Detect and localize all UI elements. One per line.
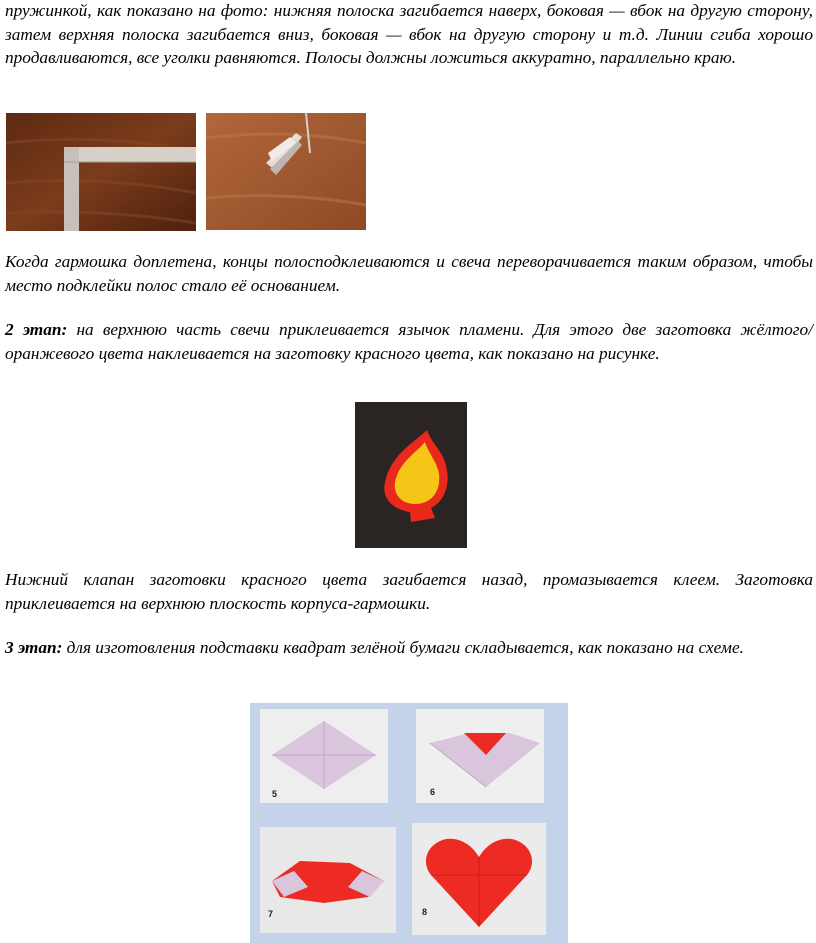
stage-2-label: 2 этап: — [5, 320, 68, 339]
stage-2-text: на верхнюю часть свечи приклеивается язычок пламени. Для этого две заготовка жёлтого/оранжевого цвета наклеивается на заготовку красного цвета, как показано на рисунке. — [5, 320, 813, 363]
paragraph-folding-instructions: пружинкой, как показано на фото: нижняя полоска загибается наверх, боковая — вбок на другую сторону, затем верхняя полоска загибается вниз, боковая — вбок на другую сторону и т.д. Линии сгиба хорошо продавливаются, все уголки равняются. Полосы должны ложиться аккуратно, параллельно краю. — [5, 1, 813, 67]
step-8-image — [412, 823, 546, 935]
stage-3-label: 3 этап: — [5, 638, 63, 657]
step-7-image — [260, 827, 396, 933]
step-number: 6 — [430, 787, 436, 797]
step-6-image — [416, 709, 544, 803]
stage-3-text: для изготовления подставки квадрат зелёной бумаги складывается, как показано на схеме. — [62, 638, 744, 657]
step-number: 8 — [422, 907, 428, 917]
step-number: 5 — [272, 789, 278, 799]
photo-paper-strips-corner — [6, 113, 196, 231]
paragraph-stage-3 — [5, 636, 813, 660]
step-number: 7 — [268, 909, 274, 919]
photo-flame — [355, 402, 467, 548]
paragraph-glue-ends: Когда гармошка доплетена, концы полосподклеиваются и свеча переворачивается таким образом, чтобы место подклейки полос стало её основанием. — [5, 252, 813, 295]
photo-accordion-fold — [206, 113, 366, 230]
step-5-image — [260, 709, 388, 803]
origami-diagram — [250, 703, 568, 943]
paragraph-bottom-flap: Нижний клапан заготовки красного цвета загибается назад, промазывается клеем. Заготовка приклеивается на верхнюю плоскость корпуса-гармошки. — [5, 570, 813, 613]
paragraph-stage-2 — [5, 318, 813, 365]
